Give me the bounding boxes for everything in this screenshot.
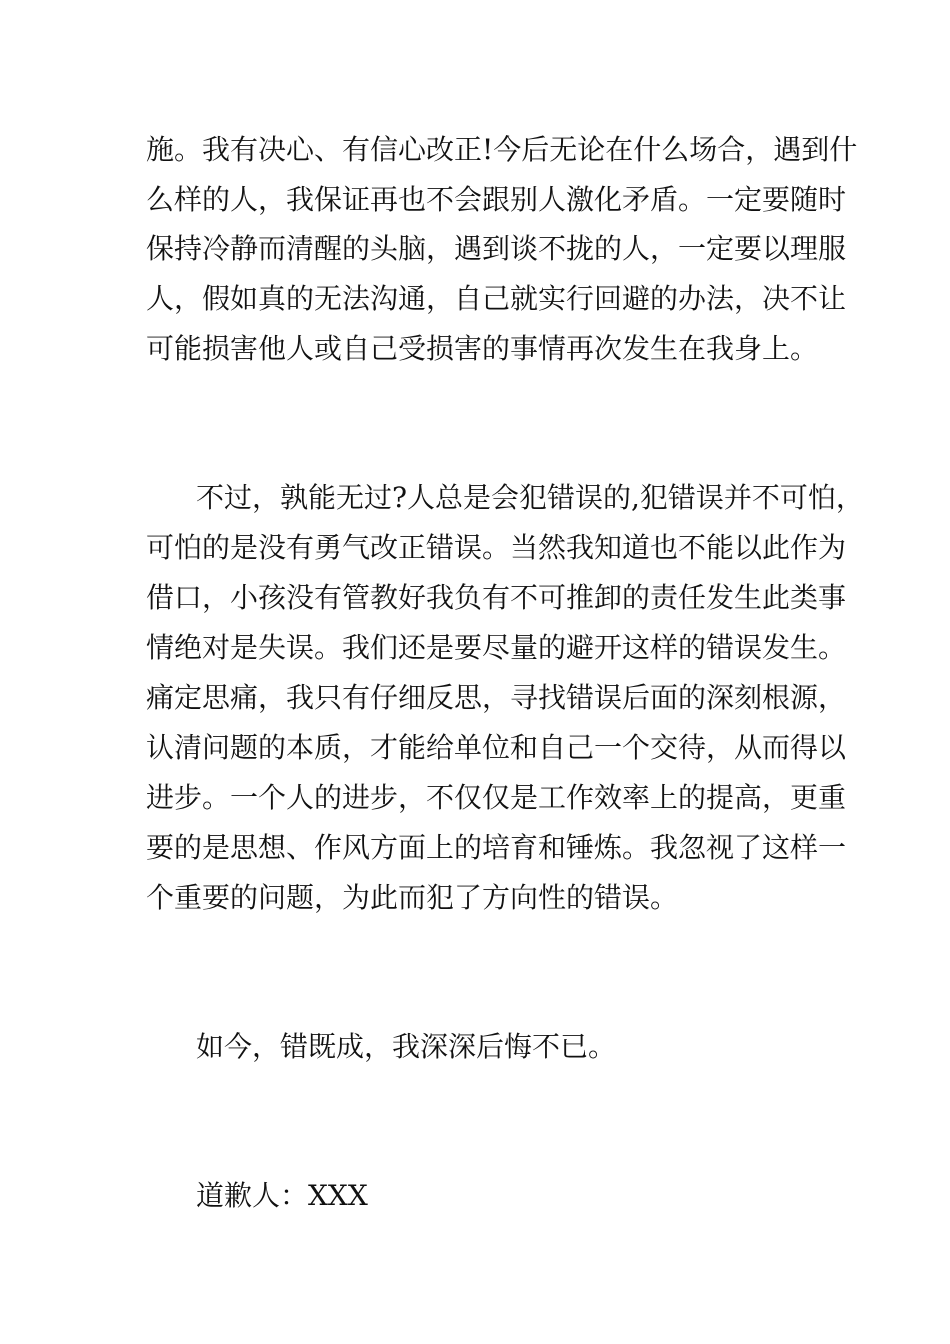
text-line: 情绝对是失误。我们还是要尽量的避开这样的错误发生。 [146, 631, 847, 664]
text-line: 个重要的问题，为此而犯了方向性的错误。 [146, 881, 679, 914]
signature-line: 道歉人：XXX [196, 1179, 368, 1212]
text-line: 要的是思想、作风方面上的培育和锤炼。我忽视了这样一 [146, 831, 847, 864]
text-line: 进步。一个人的进步，不仅仅是工作效率上的提高，更重 [146, 781, 847, 814]
text-line: 如今，错既成，我深深后悔不已。 [196, 1030, 617, 1063]
text-line: 借口，小孩没有管教好我负有不可推卸的责任发生此类事 [146, 581, 847, 614]
text-line: 认清问题的本质，才能给单位和自己一个交待，从而得以 [146, 731, 847, 764]
text-line: 施。我有决心、有信心改正!今后无论在什么场合，遇到什 [146, 133, 858, 166]
text-line: 保持冷静而清醒的头脑，遇到谈不拢的人，一定要以理服 [146, 232, 847, 265]
text-line: 痛定思痛，我只有仔细反思，寻找错误后面的深刻根源， [146, 681, 847, 714]
text-line: 可怕的是没有勇气改正错误。当然我知道也不能以此作为 [146, 531, 847, 564]
text-line: 可能损害他人或自己受损害的事情再次发生在我身上。 [146, 332, 819, 365]
text-line: 不过，孰能无过?人总是会犯错误的,犯错误并不可怕， [196, 481, 864, 514]
text-line: 么样的人，我保证再也不会跟别人激化矛盾。一定要随时 [146, 183, 847, 216]
text-line: 人，假如真的无法沟通，自己就实行回避的办法，决不让 [146, 282, 847, 315]
